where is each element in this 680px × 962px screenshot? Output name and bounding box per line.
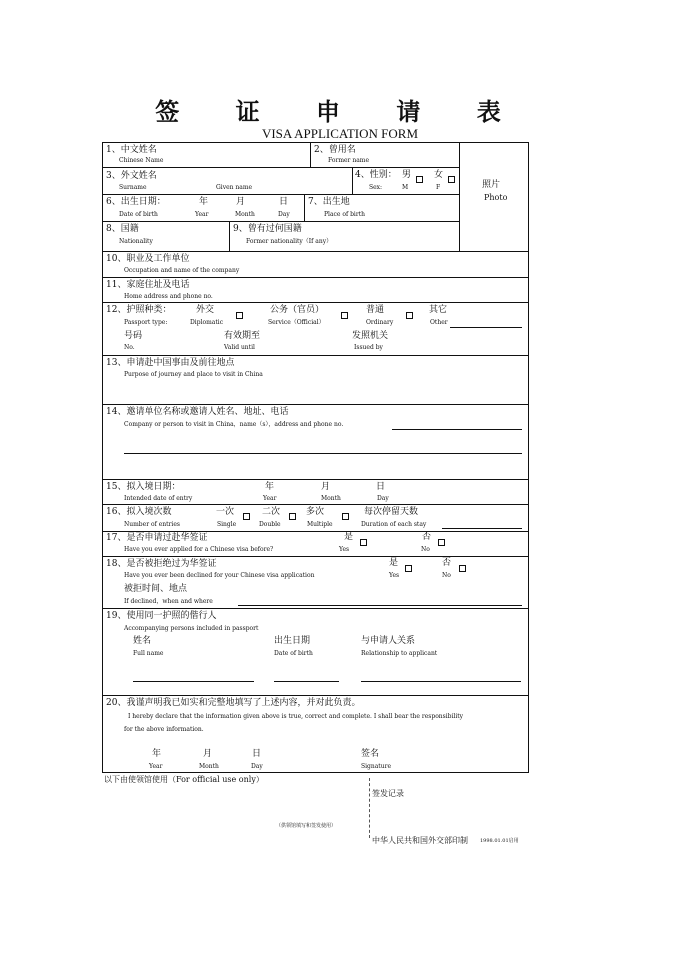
decl-year-cn: 年 xyxy=(152,749,162,759)
entries-stay-en: Duration of each stay xyxy=(361,521,427,528)
passport-no-cn: 号码 xyxy=(124,331,143,341)
passport-svc-cn: 公务（官员） xyxy=(270,305,325,315)
sex-f: F xyxy=(436,184,441,191)
field-occupation-label: 10、职业及工作单位 xyxy=(106,254,190,264)
col-divider xyxy=(352,167,353,194)
field-pob-label: 7、出生地 xyxy=(308,197,350,207)
passport-valid-en: Valid until xyxy=(224,344,255,351)
passport-svc-en: Service（Official） xyxy=(268,319,325,326)
passport-dip-checkbox[interactable] xyxy=(236,312,243,319)
acc-dob-en: Date of birth xyxy=(274,650,313,657)
photo-divider xyxy=(459,142,460,251)
dashed-divider xyxy=(369,778,370,838)
passport-dip-cn: 外交 xyxy=(196,305,215,315)
entry-day-en: Day xyxy=(377,495,389,502)
field-accompanying-label: 19、使用同一护照的偕行人 xyxy=(106,611,217,621)
acc-dob-line[interactable] xyxy=(274,681,339,682)
official-note: （供领馆填写和签发使用） xyxy=(276,823,337,829)
passport-ord-checkbox[interactable] xyxy=(406,312,413,319)
entries-en: Number of entries xyxy=(124,521,180,528)
applied-yes-cn: 是 xyxy=(344,532,354,542)
applied-no-en: No xyxy=(421,546,430,553)
passport-issued-en: Issued by xyxy=(354,344,383,351)
rule xyxy=(102,479,529,480)
entries-single-cn: 一次 xyxy=(216,507,235,517)
applied-yes-en: Yes xyxy=(339,546,350,553)
rule xyxy=(102,404,529,405)
field-inviter-en: Company or person to visit in China，name（s），address and phone no. xyxy=(124,421,344,428)
applied-yes-checkbox[interactable] xyxy=(360,539,367,546)
sex-male-cn: 男 xyxy=(402,170,412,180)
entry-year-cn: 年 xyxy=(265,482,275,492)
passport-oth-en: Other xyxy=(430,319,448,326)
signature-cn: 签名 xyxy=(361,749,380,759)
photo-label-cn: 照片 xyxy=(482,180,501,190)
entry-year-en: Year xyxy=(263,495,277,502)
declined-yes-cn: 是 xyxy=(389,558,399,568)
applied-no-cn: 否 xyxy=(422,532,432,542)
acc-name-line[interactable] xyxy=(133,681,254,682)
declined-no-checkbox[interactable] xyxy=(459,565,466,572)
rule xyxy=(102,302,529,303)
entries-multi-checkbox[interactable] xyxy=(342,513,349,520)
rule xyxy=(102,355,529,356)
field-former-name-label: 2、曾用名 xyxy=(314,145,356,155)
field-address-label: 11、家庭住址及电话 xyxy=(106,280,190,290)
declined-when-line[interactable] xyxy=(238,605,522,606)
dob-month-cn: 月 xyxy=(236,197,246,207)
inviter-line-2[interactable] xyxy=(124,453,522,454)
entries-double-checkbox[interactable] xyxy=(289,513,296,520)
entry-month-cn: 月 xyxy=(321,482,331,492)
field-inviter-label: 14、邀请单位名称或邀请人姓名、地址、电话 xyxy=(106,407,289,417)
field-foreign-name-label: 3、外文姓名 xyxy=(106,171,157,181)
passport-other-line[interactable] xyxy=(450,327,522,328)
page-subtitle: VISA APPLICATION FORM xyxy=(261,126,419,141)
decl-month-en: Month xyxy=(199,763,219,770)
dob-month: Month xyxy=(235,211,255,218)
issuance-record-label: 签发记录 xyxy=(372,789,404,798)
passport-type-en: Passport type: xyxy=(124,319,168,326)
declined-when-en: If declined，when and where xyxy=(124,598,213,605)
field-entry-date-label: 15、拟入境日期： xyxy=(106,482,181,492)
rule xyxy=(102,277,529,278)
dob-en: Date of birth xyxy=(119,211,158,218)
applied-no-checkbox[interactable] xyxy=(438,539,445,546)
field-nationality-en: Nationality xyxy=(119,238,153,245)
acc-name-cn: 姓名 xyxy=(133,636,152,646)
field-address-en: Home address and phone no. xyxy=(124,293,213,300)
stay-duration-line[interactable] xyxy=(442,528,522,529)
declaration-cn: 20、我谨声明我已如实和完整地填写了上述内容，并对此负责。 xyxy=(106,698,361,708)
declined-when-cn: 被拒时间、地点 xyxy=(124,584,188,594)
field-dob-label: 6、出生日期： xyxy=(106,197,166,207)
entries-multi-en: Multiple xyxy=(307,521,333,528)
accompanying-en: Accompanying persons included in passport xyxy=(124,625,259,632)
entry-day-cn: 日 xyxy=(376,482,386,492)
field-given-name: Given name xyxy=(216,184,253,191)
entries-double-en: Double xyxy=(259,521,281,528)
signature-en: Signature xyxy=(361,763,392,770)
sex-en: Sex: xyxy=(369,184,383,191)
field-sex-label: 4、性别： xyxy=(355,170,397,180)
printer-label: 中华人民共和国外交部印制 xyxy=(372,836,468,845)
field-occupation-en: Occupation and name of the company xyxy=(124,267,240,274)
field-passport-type-label: 12、护照种类： xyxy=(106,305,172,315)
declined-no-cn: 否 xyxy=(442,558,452,568)
applied-en: Have you ever applied for a Chinese visa before? xyxy=(124,546,274,553)
entries-stay-cn: 每次停留天数 xyxy=(364,507,419,517)
field-surname: Surname xyxy=(119,184,147,191)
entry-month-en: Month xyxy=(321,495,341,502)
decl-day-en: Day xyxy=(251,763,263,770)
declined-en: Have you ever been declined for your Chinese visa application xyxy=(124,572,315,579)
rule xyxy=(102,504,529,505)
dob-day-cn: 日 xyxy=(279,197,289,207)
rule xyxy=(102,695,529,696)
declined-yes-checkbox[interactable] xyxy=(405,565,412,572)
title-en-wrap xyxy=(0,123,680,142)
passport-ord-cn: 普通 xyxy=(366,305,385,315)
entries-single-checkbox[interactable] xyxy=(243,513,250,520)
declined-no-en: No xyxy=(442,572,451,579)
rule xyxy=(102,556,529,557)
decl-month-cn: 月 xyxy=(203,749,213,759)
entry-date-en: Intended date of entry xyxy=(124,495,193,502)
rule xyxy=(102,608,529,609)
rule xyxy=(102,167,459,168)
effective-date: 1998.01.01启用 xyxy=(480,838,519,844)
col-divider xyxy=(304,194,305,221)
declaration-en-1: I hereby declare that the information given above is true, correct and complete. I shall bear the responsibility xyxy=(128,713,464,720)
field-chinese-name-en: Chinese Name xyxy=(119,157,164,164)
field-applied-before-label: 17、是否申请过赴华签证 xyxy=(106,533,208,543)
rule xyxy=(102,194,459,195)
field-purpose-en: Purpose of journey and place to visit in China xyxy=(124,371,263,378)
passport-no-en: No. xyxy=(124,344,135,351)
passport-oth-cn: 其它 xyxy=(429,305,448,315)
entries-double-cn: 二次 xyxy=(262,507,281,517)
declined-yes-en: Yes xyxy=(389,572,400,579)
field-former-nationality-label: 9、曾有过何国籍 xyxy=(233,224,302,234)
col-divider xyxy=(229,221,230,251)
dob-day: Day xyxy=(278,211,290,218)
sex-female-cn: 女 xyxy=(434,170,444,180)
rule xyxy=(102,221,459,222)
entries-single-en: Single xyxy=(217,521,237,528)
field-declined-label: 18、是否被拒绝过为华签证 xyxy=(106,559,217,569)
passport-svc-checkbox[interactable] xyxy=(341,312,348,319)
inviter-line-1[interactable] xyxy=(392,429,522,430)
field-pob-en: Place of birth xyxy=(324,211,365,218)
field-former-nationality-en: Former nationality（If any） xyxy=(246,238,333,245)
passport-valid-cn: 有效期至 xyxy=(224,331,261,341)
acc-rel-en: Relationship to applicant xyxy=(361,650,438,657)
decl-day-cn: 日 xyxy=(252,749,262,759)
rule xyxy=(102,531,529,532)
acc-name-en: Full name xyxy=(133,650,164,657)
sex-female-checkbox[interactable] xyxy=(448,176,455,183)
photo-label-en: Photo xyxy=(484,193,508,202)
field-nationality-label: 8、国籍 xyxy=(106,224,139,234)
dob-year: Year xyxy=(195,211,209,218)
acc-rel-cn: 与申请人关系 xyxy=(361,636,416,646)
acc-dob-cn: 出生日期 xyxy=(274,636,311,646)
form-frame xyxy=(102,142,529,773)
rule xyxy=(102,251,529,252)
field-purpose-label: 13、申请赴中国事由及前往地点 xyxy=(106,358,235,368)
passport-dip-en: Diplomatic xyxy=(190,319,224,326)
passport-issued-cn: 发照机关 xyxy=(352,331,389,341)
sex-m: M xyxy=(402,184,409,191)
dob-year-cn: 年 xyxy=(199,197,209,207)
declaration-en-2: for the above information. xyxy=(124,726,204,733)
sex-male-checkbox[interactable] xyxy=(416,176,423,183)
acc-rel-line[interactable] xyxy=(361,681,521,682)
col-divider xyxy=(310,142,311,167)
decl-year-en: Year xyxy=(149,763,163,770)
passport-ord-en: Ordinary xyxy=(366,319,394,326)
page-title: 签 证 申 请 表 xyxy=(155,97,525,126)
field-chinese-name-label: 1、中文姓名 xyxy=(106,145,157,155)
title-cn-wrap xyxy=(0,92,680,127)
official-use-label: 以下由使领馆使用（For official use only） xyxy=(104,775,264,784)
entries-multi-cn: 多次 xyxy=(306,507,325,517)
field-entries-label: 16、拟入境次数 xyxy=(106,507,172,517)
field-former-name-en: Former name xyxy=(328,157,370,164)
